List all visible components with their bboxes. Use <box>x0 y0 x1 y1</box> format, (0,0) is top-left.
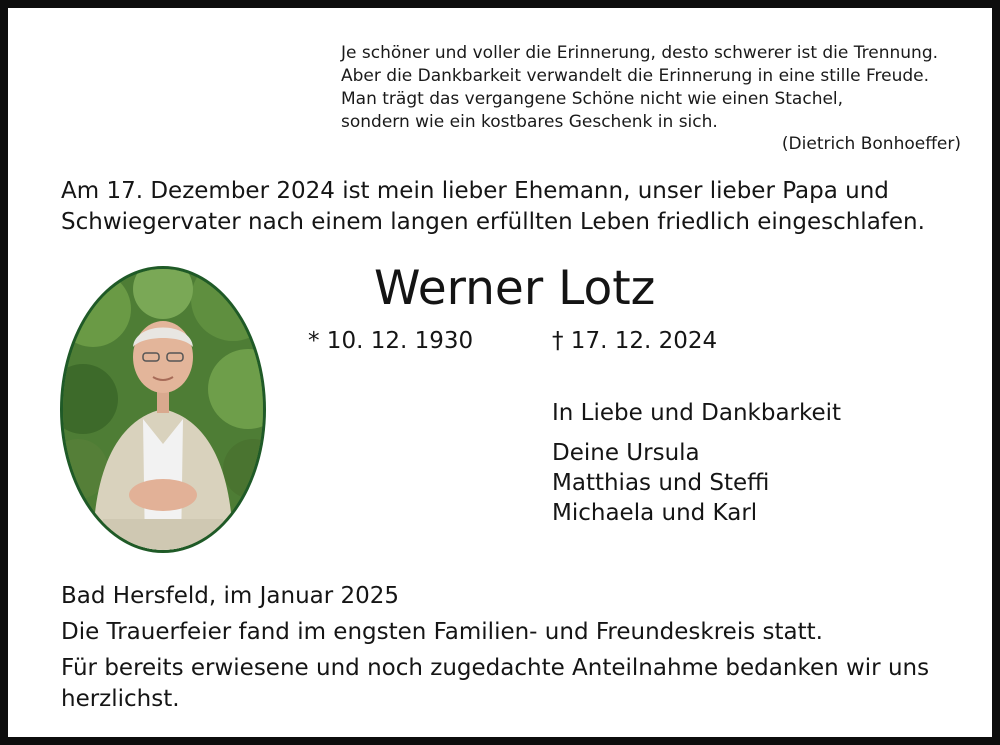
announcement-line: Schwiegervater nach einem langen erfüllten Leben friedlich eingeschlafen. <box>61 209 925 235</box>
portrait-photo <box>60 266 266 553</box>
quote-line: Man trägt das vergangene Schöne nicht wie einen Stachel, <box>341 89 844 109</box>
mourner-name: Matthias und Steffi <box>552 470 770 496</box>
ceremony-note: Die Trauerfeier fand im engsten Familien- und Freundeskreis statt. <box>61 619 823 645</box>
death-date: † 17. 12. 2024 <box>552 328 718 354</box>
thanks-line: Für bereits erwiesene und noch zugedachte Anteilnahme bedanken wir uns <box>61 655 930 681</box>
birth-date: * 10. 12. 1930 <box>308 328 474 354</box>
quote-line: Aber die Dankbarkeit verwandelt die Erinnerung in eine stille Freude. <box>341 66 930 86</box>
mourner-name: Deine Ursula <box>552 440 700 466</box>
announcement-line: Am 17. Dezember 2024 ist mein lieber Ehemann, unser lieber Papa und <box>61 178 889 204</box>
place-date: Bad Hersfeld, im Januar 2025 <box>61 583 400 609</box>
mourner-name: Michaela und Karl <box>552 500 758 526</box>
mourners-heading: In Liebe und Dankbarkeit <box>552 400 842 426</box>
deceased-name: Werner Lotz <box>374 261 656 316</box>
quote-line: sondern wie ein kostbares Geschenk in sich. <box>341 112 718 132</box>
thanks-line: herzlichst. <box>61 686 180 712</box>
quote-author: (Dietrich Bonhoeffer) <box>781 134 961 154</box>
footer-notes <box>61 581 991 715</box>
quote-line: Je schöner und voller die Erinnerung, desto schwerer ist die Trennung. <box>341 43 939 63</box>
memorial-quote <box>341 42 971 154</box>
portrait-image <box>63 269 263 550</box>
death-announcement <box>61 176 981 238</box>
mourners-block <box>552 398 841 528</box>
